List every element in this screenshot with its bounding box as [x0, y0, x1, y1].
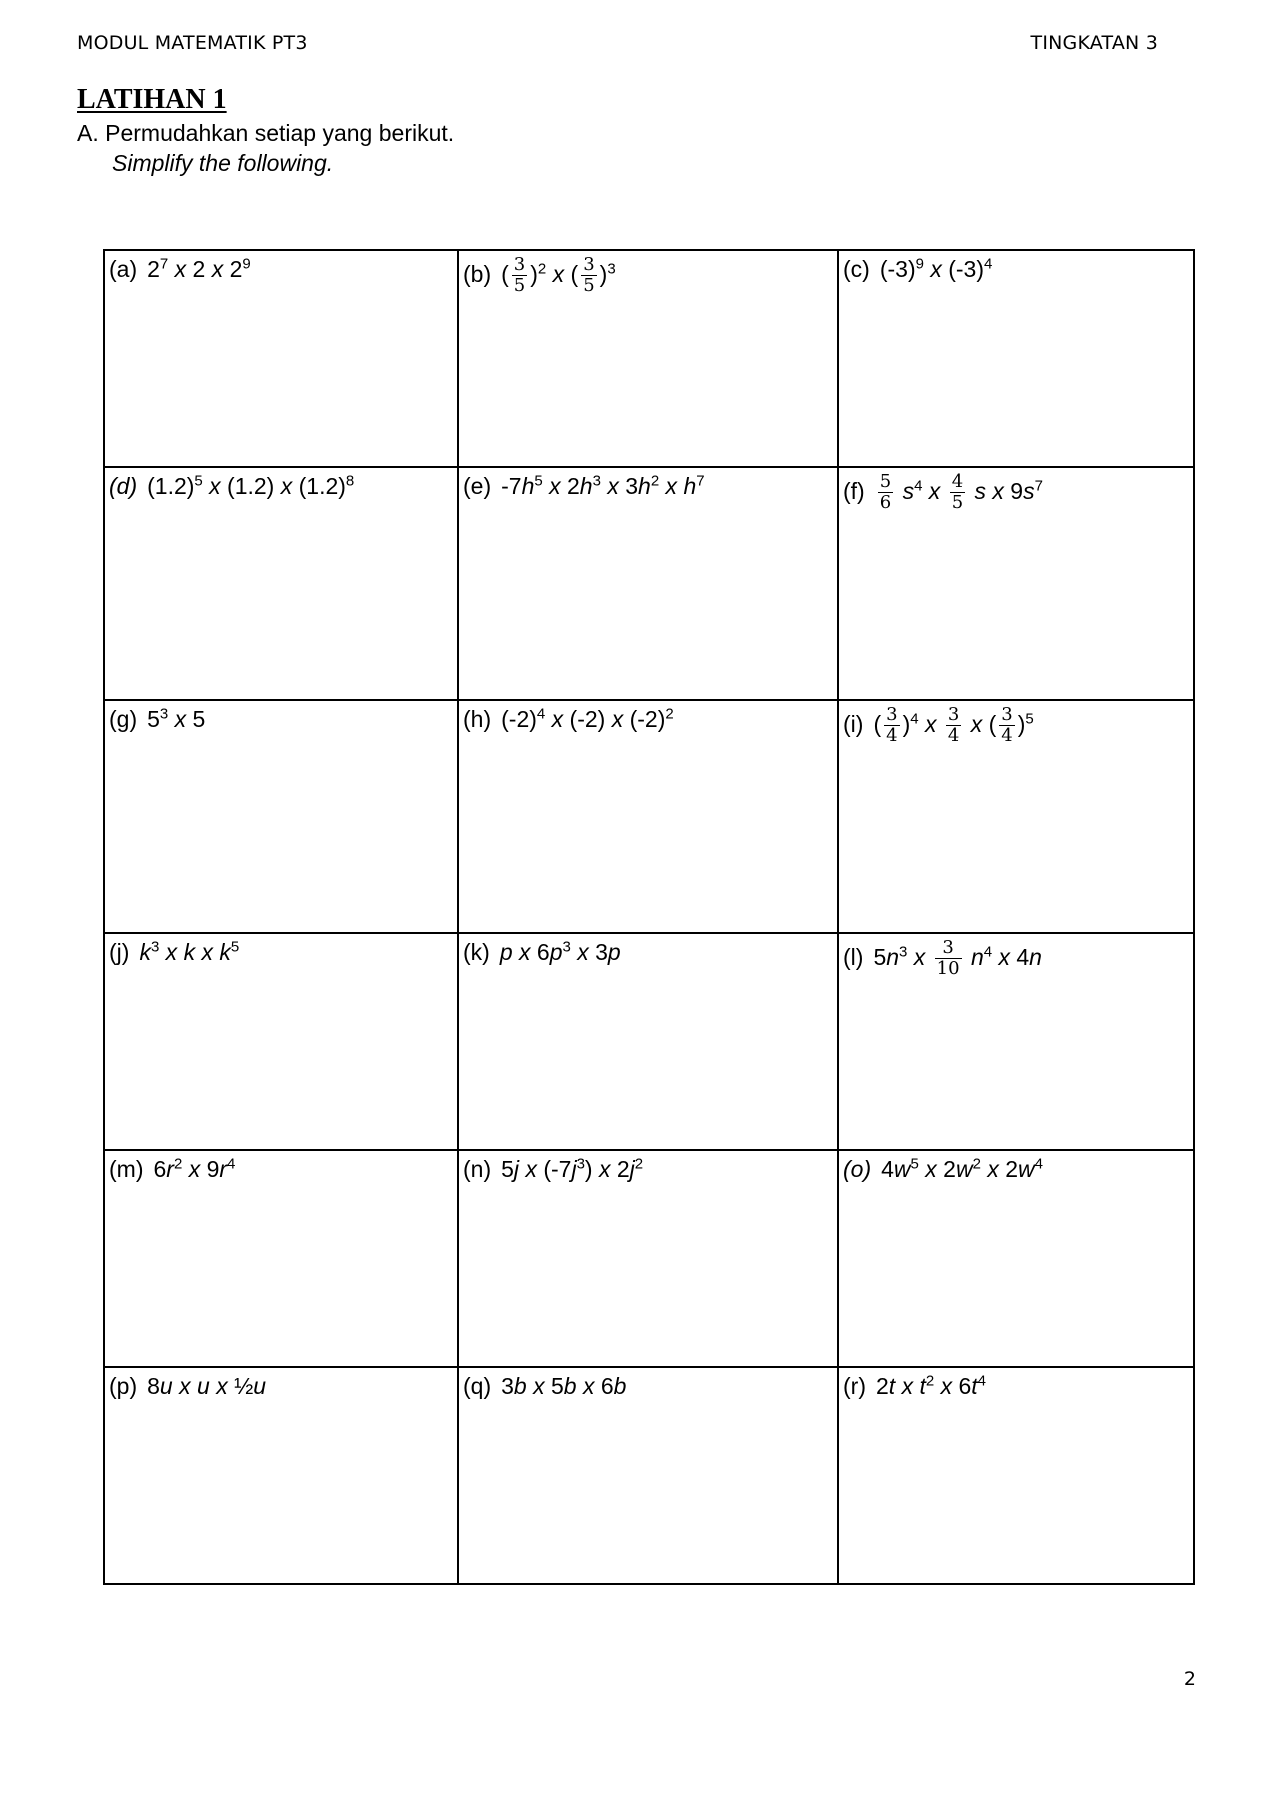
- question-cell: [104, 700, 458, 933]
- question-expression: $k^3$ x k x $k^5$: [139, 938, 240, 965]
- question-label: (c): [843, 256, 870, 282]
- question-cell: [104, 1150, 458, 1367]
- question-expression: p x $6p^3$ x 3p: [499, 938, 621, 965]
- question-label: (m): [109, 1156, 144, 1182]
- question-label: (o): [843, 1156, 872, 1182]
- question-label: (f): [843, 477, 865, 504]
- module-header: MODUL MATEMATIK PT3: [77, 32, 308, 54]
- question-cell: [458, 1150, 838, 1367]
- question-cell: [104, 1367, 458, 1584]
- fraction: $\frac{3}{10}$: [936, 937, 960, 979]
- question-label: (a): [109, 256, 138, 282]
- question-label: (d): [109, 473, 138, 499]
- question-label: (j): [109, 939, 130, 965]
- question-expression: $\frac{5}{6}$ $s^4$ x $\frac{4}{5}$ s x $9s^7$: [879, 471, 1043, 513]
- question-expression: $-7h^5$ x $2h^3$ x $3h^2$ x $h^7$: [501, 472, 705, 499]
- fraction: $\frac{3}{5}$: [513, 254, 526, 296]
- question-cell: [838, 700, 1194, 933]
- exercise-table: [103, 249, 1195, 1585]
- question-label: (p): [109, 1373, 138, 1399]
- table-row: [104, 250, 1194, 467]
- instruction-english: Simplify the following.: [112, 150, 334, 176]
- fraction: $\frac{5}{6}$: [879, 471, 892, 513]
- question-label: (g): [109, 706, 138, 732]
- page-number: 2: [1183, 1668, 1196, 1690]
- question-expression: $(-3)^9$ x $(-3)^4$: [879, 255, 993, 282]
- question-expression: ( $\frac{3}{4}$ )$^4$ x $\frac{3}{4}$ x ( $\frac{3}{4}$ )$^5$: [873, 704, 1034, 746]
- question-expression: $(-2)^4$ x (-2) x $(-2)^2$: [501, 705, 674, 732]
- exercise-title: LATIHAN 1: [77, 84, 227, 115]
- question-cell: [458, 250, 838, 467]
- question-expression: 3b x 5b x 6b: [501, 1373, 627, 1399]
- question-label: (n): [463, 1156, 492, 1182]
- question-expression: 5j x $(-7j^3)$ x $2j^2$: [501, 1155, 644, 1182]
- fraction: $\frac{3}{4}$: [947, 704, 960, 746]
- question-cell: [458, 700, 838, 933]
- question-cell: [458, 467, 838, 700]
- question-label: (k): [463, 939, 490, 965]
- question-cell: [104, 467, 458, 700]
- fraction: $\frac{3}{4}$: [1001, 704, 1013, 746]
- question-cell: [838, 933, 1194, 1150]
- question-cell: [838, 250, 1194, 467]
- question-cell: [458, 933, 838, 1150]
- fraction: $\frac{3}{4}$: [886, 704, 898, 746]
- question-expression: $(1.2)^5$ x (1.2) x $(1.2)^8$: [147, 472, 355, 499]
- question-label: (r): [843, 1373, 866, 1399]
- question-expression: $5^3$ x 5: [147, 705, 206, 732]
- table-row: [104, 1367, 1194, 1584]
- question-label: (b): [463, 260, 492, 287]
- question-expression: 8u x u x ½u: [147, 1373, 267, 1399]
- question-expression: $5n^3$ x $\frac{3}{10}$ $n^4$ x 4n: [873, 937, 1042, 979]
- question-expression: 2t x $t^2$ x $6t^4$: [875, 1372, 986, 1399]
- question-label: (h): [463, 706, 492, 732]
- question-cell: [838, 1367, 1194, 1584]
- fraction: $\frac{3}{5}$: [583, 254, 595, 296]
- question-expression: $4w^5$ x $2w^2$ x $2w^4$: [881, 1155, 1043, 1182]
- question-cell: [838, 1150, 1194, 1367]
- table-row: [104, 700, 1194, 933]
- question-label: (i): [843, 710, 864, 737]
- question-label: (e): [463, 473, 492, 499]
- table-row: [104, 1150, 1194, 1367]
- fraction: $\frac{4}{5}$: [951, 471, 964, 513]
- question-label: (q): [463, 1373, 492, 1399]
- question-cell: [458, 1367, 838, 1584]
- instruction-malay: A. Permudahkan setiap yang berikut.: [77, 120, 455, 146]
- question-cell: [104, 250, 458, 467]
- table-row: [104, 933, 1194, 1150]
- question-expression: $2^7$ x 2 x $2^9$: [147, 255, 251, 282]
- question-expression: $6r^2$ x $9r^4$: [153, 1155, 236, 1182]
- question-cell: [838, 467, 1194, 700]
- question-expression: ( $\frac{3}{5}$ )$^2$ x ( $\frac{3}{5}$ )$^3$: [501, 254, 616, 296]
- question-cell: [104, 933, 458, 1150]
- table-row: [104, 467, 1194, 700]
- form-level-header: TINGKATAN 3: [1030, 32, 1158, 54]
- question-label: (l): [843, 943, 864, 970]
